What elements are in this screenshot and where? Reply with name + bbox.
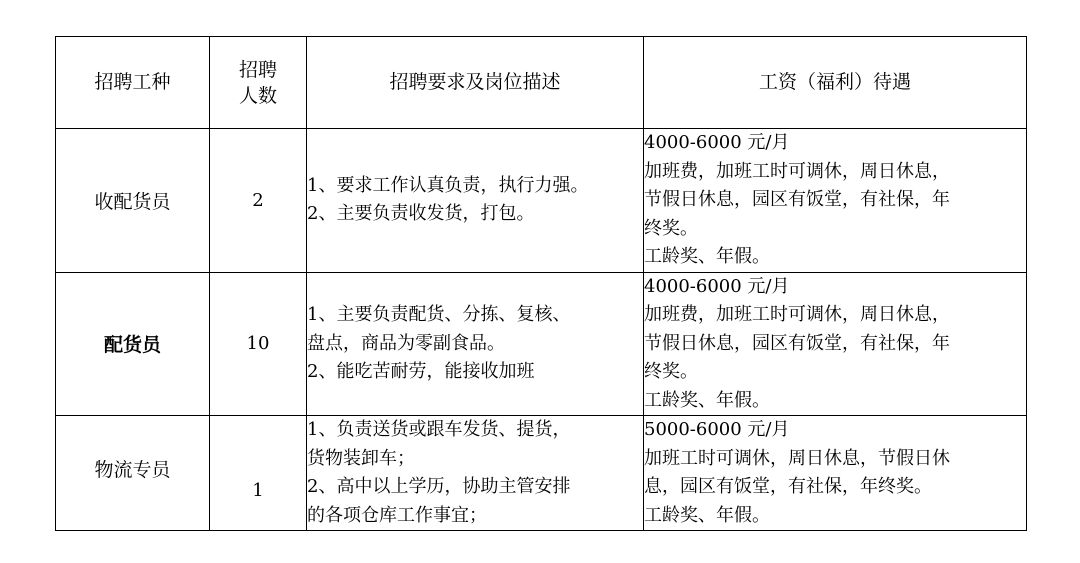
table-row <box>56 272 1027 416</box>
table-row <box>56 129 1027 273</box>
header-count-line1: 招聘 <box>238 58 277 81</box>
requirements-cell <box>307 129 644 273</box>
pay-cell <box>644 416 1027 531</box>
requirement-line: 盘点，商品为零副食品。 <box>307 332 505 354</box>
requirements-cell <box>307 272 644 416</box>
pay-line: 节假日休息，园区有饭堂，有社保，年 <box>644 332 950 354</box>
requirement-line: 2、能吃苦耐劳，能接收加班 <box>307 361 535 382</box>
pay-line: 节假日休息，园区有饭堂，有社保，年 <box>644 189 950 210</box>
pay-line: 终奖。 <box>644 361 698 382</box>
requirement-line: 2、主要负责收发货，打包。 <box>307 203 535 225</box>
requirement-line: 1、负责送货或跟车发货、提货， <box>307 419 571 440</box>
header-count <box>210 37 307 129</box>
table-header-row <box>56 37 1027 129</box>
header-requirements: 招聘要求及岗位描述 <box>307 37 644 129</box>
pay-line: 5000-6000 元/月 <box>644 419 790 440</box>
job-title <box>56 416 210 531</box>
header-pay: 工资（福利）待遇 <box>644 37 1027 129</box>
pay-line: 加班费，加班工时可调休，周日休息， <box>644 304 950 325</box>
job-title-text: 物流专员 <box>94 458 171 481</box>
requirement-line: 2、高中以上学历，协助主管安排 <box>307 476 571 497</box>
pay-line: 工龄奖、年假。 <box>644 246 770 267</box>
recruitment-table <box>55 36 1027 531</box>
requirements-cell <box>307 416 644 531</box>
table-row <box>56 416 1027 531</box>
headcount: 2 <box>210 129 307 273</box>
requirement-line: 货物装卸车； <box>307 447 415 469</box>
requirement-line: 1、要求工作认真负责，执行力强。 <box>307 174 589 196</box>
pay-cell <box>644 272 1027 416</box>
pay-line: 4000-6000 元/月 <box>644 132 790 153</box>
pay-line: 加班工时可调休，周日休息，节假日休 <box>644 447 950 469</box>
pay-line: 息，园区有饭堂，有社保，年终奖。 <box>644 476 932 497</box>
headcount <box>210 416 307 531</box>
headcount-text: 1 <box>252 479 264 501</box>
pay-line: 终奖。 <box>644 217 698 239</box>
pay-line: 工龄奖、年假。 <box>644 504 770 526</box>
headcount: 10 <box>210 272 307 416</box>
job-title: 收配货员 <box>56 129 210 273</box>
requirement-line: 的各项仓库工作事宜； <box>307 504 487 526</box>
pay-line: 工龄奖、年假。 <box>644 389 770 411</box>
header-count-line2: 人数 <box>238 84 277 107</box>
header-job: 招聘工种 <box>56 37 210 129</box>
pay-cell <box>644 129 1027 273</box>
pay-line: 4000-6000 元/月 <box>644 275 790 297</box>
pay-line: 加班费，加班工时可调休，周日休息， <box>644 160 950 182</box>
requirement-line: 1、主要负责配货、分拣、复核、 <box>307 304 571 325</box>
job-title: 配货员 <box>56 272 210 416</box>
